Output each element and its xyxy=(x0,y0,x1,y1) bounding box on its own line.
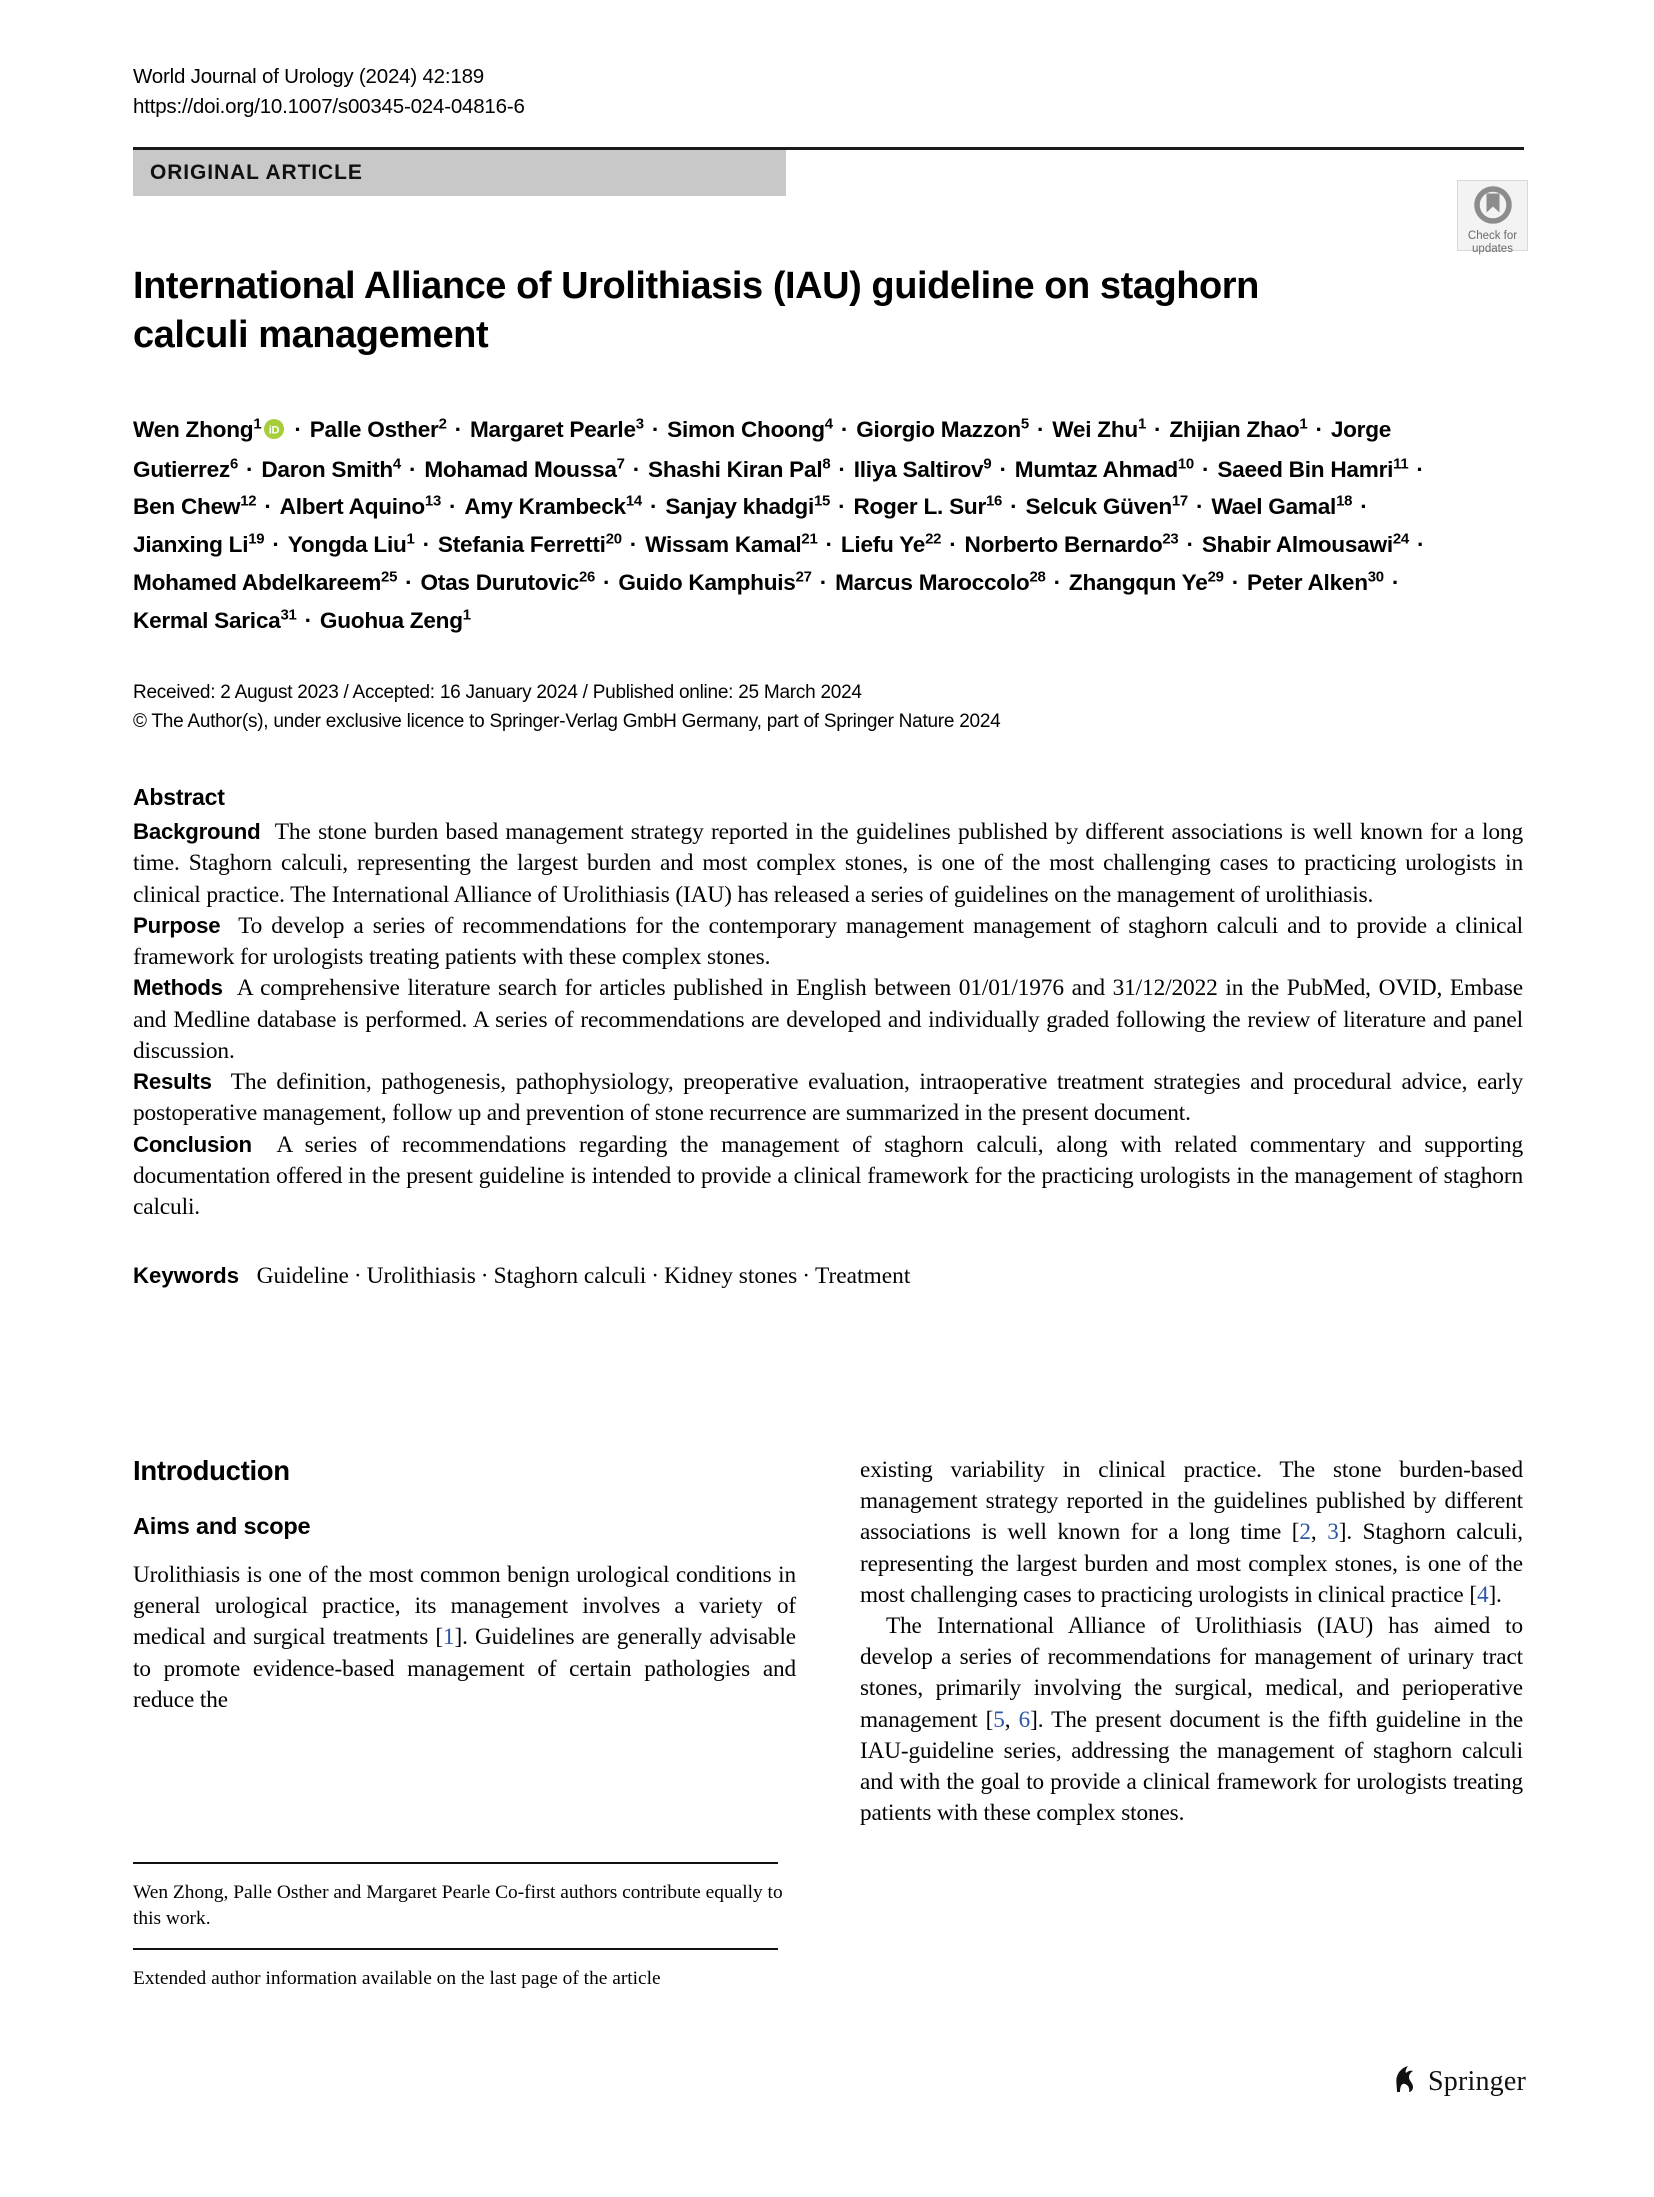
author-separator: · xyxy=(643,494,664,520)
author-name: Sanjay khadgi xyxy=(665,494,814,520)
author-separator: · xyxy=(416,532,436,558)
author-separator: · xyxy=(1309,416,1329,442)
author-separator: · xyxy=(266,532,286,558)
author-affiliation-marker: 4 xyxy=(392,456,401,473)
author-name: Wissam Kamal xyxy=(645,532,802,558)
abstract-run-in-heading: Background xyxy=(133,819,261,845)
author-separator: · xyxy=(943,532,963,558)
author-separator: · xyxy=(993,456,1013,482)
author-separator: · xyxy=(288,416,308,442)
author-affiliation-marker: 27 xyxy=(795,569,812,586)
author-separator: · xyxy=(402,456,423,482)
keyword-item[interactable]: Treatment xyxy=(815,1263,911,1290)
rp2-text-part-1: The International Alliance of Urolithiasis (IAU) has aimed to develop a series of recommendations for management of urinary tract stones, primarily involving the surgical, medical, and perioperative management [ xyxy=(860,1613,1523,1733)
keyword-item[interactable]: Staghorn calculi xyxy=(493,1263,647,1290)
author-separator: · xyxy=(1004,494,1024,520)
citation-link-5[interactable]: 5 xyxy=(993,1706,1005,1733)
footnote-extended-author-info: Extended author information available on the last page of the article xyxy=(133,1967,661,1989)
rp1-text-part-1: existing variability in clinical practice. The stone burden-based management strategy reported in the guidelines published by different associations is well known for a long time [ xyxy=(860,1457,1523,1546)
keyword-item[interactable]: Guideline xyxy=(244,1263,349,1290)
springer-logo xyxy=(1392,2064,1526,2099)
author-separator: · xyxy=(1410,532,1425,558)
footnotes xyxy=(133,1862,796,1991)
author-affiliation-marker: 15 xyxy=(814,493,831,510)
author-name: Mohamed Abdelkareem xyxy=(133,569,382,595)
author-affiliation-marker: 2 xyxy=(438,416,447,433)
author-separator: · xyxy=(832,456,852,482)
author-name: Otas Durutovic xyxy=(420,569,579,595)
author-name: Yongda Liu xyxy=(287,532,407,558)
author-name: Margaret Pearle xyxy=(469,416,636,442)
author-separator: · xyxy=(1148,416,1168,442)
check-for-updates-label xyxy=(1468,230,1517,255)
abstract-paragraph-text: A series of recommendations regarding the management of staghorn calculi, along with related commentary and supporting documentation offered in the present guideline is intended to provide a clinical framework for the practicing urologists in the management of staghorn calculi. xyxy=(133,1131,1523,1221)
author-affiliation-marker: 17 xyxy=(1171,493,1188,510)
author-separator: · xyxy=(1030,416,1051,442)
section-heading-introduction: Introduction xyxy=(133,1455,290,1486)
keywords-label: Keywords xyxy=(133,1263,240,1289)
author-name: Kermal Sarica xyxy=(133,607,281,633)
doi-link[interactable]: https://doi.org/10.1007/s00345-024-04816-6 xyxy=(133,94,525,118)
author-affiliation-marker: 8 xyxy=(822,456,831,473)
rp2-cite-sep-1: , xyxy=(1004,1706,1019,1733)
citation-link-3[interactable]: 3 xyxy=(1327,1519,1339,1546)
journal-citation-line: World Journal of Urology (2024) 42:189 xyxy=(133,65,484,88)
publication-dates xyxy=(133,679,1524,736)
check-for-updates-bookmark-icon xyxy=(1474,186,1512,229)
author-affiliation-marker: 26 xyxy=(578,569,596,586)
abstract-paragraph-purpose xyxy=(133,911,1523,973)
author-name: Roger L. Sur xyxy=(853,494,987,520)
rp1-text-part-2: ]. Staghorn calculi, representing the largest burden and most complex stones, is one of the most challenging cases to practicing urologists in clinical practice [ xyxy=(860,1519,1523,1608)
author-separator: · xyxy=(832,494,852,520)
author-affiliation-marker: 9 xyxy=(983,456,992,473)
author-separator: · xyxy=(834,416,855,442)
author-name: Guohua Zeng xyxy=(319,607,463,633)
received-accepted-published-line: Received: 2 August 2023 / Accepted: 16 January 2024 / Published online: 25 March 2024 xyxy=(133,682,862,704)
author-affiliation-marker: 22 xyxy=(925,531,942,548)
author-affiliation-marker: 30 xyxy=(1367,569,1384,586)
author-affiliation-marker: 20 xyxy=(605,531,622,548)
author-affiliation-marker: 11 xyxy=(1393,456,1409,473)
right-paragraph-2 xyxy=(860,1611,1523,1829)
rp1-text-part-3: ]. xyxy=(1488,1581,1502,1608)
keyword-item[interactable]: Urolithiasis xyxy=(366,1263,476,1290)
abstract-section xyxy=(133,784,1523,1291)
abstract-run-in-heading: Conclusion xyxy=(133,1131,252,1157)
author-name: Shabir Almousawi xyxy=(1201,532,1393,558)
author-affiliation-marker: 23 xyxy=(1162,531,1179,548)
author-name: Daron Smith xyxy=(261,456,393,482)
author-affiliation-marker: 3 xyxy=(635,416,644,433)
author-name: Jorge Gutierrez xyxy=(133,416,1392,482)
author-affiliation-marker: 18 xyxy=(1336,493,1353,510)
journal-header xyxy=(133,62,1524,121)
springer-horse-icon xyxy=(1392,2064,1419,2099)
author-name: Marcus Maroccolo xyxy=(835,569,1030,595)
abstract-paragraph-background xyxy=(133,817,1523,911)
author-separator: · xyxy=(258,494,278,520)
abstract-paragraph-text: To develop a series of recommendations for the contemporary management management of staghorn calculi and to provide a clinical framework for urologists treating patients with these complex stones. xyxy=(133,912,1523,971)
author-name: Wael Gamal xyxy=(1211,494,1337,520)
footnote-divider-top xyxy=(133,1862,778,1864)
right-column xyxy=(860,1455,1523,2025)
author-name: Wen Zhong xyxy=(133,416,254,442)
author-separator: · xyxy=(1195,456,1216,482)
abstract-paragraph-text: The stone burden based management strategy reported in the guidelines published by different associations is well known for a long time. Staghorn calculi, representing the largest burden and most complex stones, is one of the most challenging cases to practicing urologists in clinical practice. The International Alliance of Urolithiasis (IAU) has released a series of guidelines on the management of urolithiasis. xyxy=(133,819,1523,908)
author-separator: · xyxy=(623,532,644,558)
intro-text-part-1: Urolithiasis is one of the most common benign urological conditions in general urological practice, its management involves a variety of medical and surgical treatments [ xyxy=(133,1562,796,1651)
springer-wordmark: Springer xyxy=(1427,2065,1526,2097)
abstract-heading: Abstract xyxy=(133,784,225,811)
keyword-separator: · xyxy=(802,1263,811,1290)
intro-paragraph xyxy=(133,1560,796,1716)
author-name: Selcuk Güven xyxy=(1025,494,1172,520)
author-name: Guido Kamphuis xyxy=(618,569,796,595)
author-name: Ben Chew xyxy=(133,494,241,520)
author-separator: · xyxy=(1225,569,1246,595)
rp2-text-part-2: ]. The present document is the fifth guideline in the IAU-guideline series, addressing the management of staghorn calculi and with the goal to provide a clinical framework for urologists treating patients with these complex stones. xyxy=(860,1706,1524,1827)
author-separator: · xyxy=(1047,569,1067,595)
keyword-separator: · xyxy=(651,1263,660,1290)
author-name: Zhangqun Ye xyxy=(1068,569,1208,595)
author-affiliation-marker: 12 xyxy=(240,493,257,510)
author-affiliation-marker: 10 xyxy=(1177,456,1194,473)
article-type-label: ORIGINAL ARTICLE xyxy=(133,150,786,196)
keywords-values xyxy=(245,1263,910,1289)
author-affiliation-marker: 1 xyxy=(462,607,471,623)
subsection-heading-aims-and-scope: Aims and scope xyxy=(133,1513,311,1539)
author-affiliation-marker: 7 xyxy=(616,456,625,473)
author-affiliation-marker: 1 xyxy=(406,531,415,548)
author-separator: · xyxy=(1385,569,1400,595)
author-name: Norberto Bernardo xyxy=(964,532,1163,558)
author-separator: · xyxy=(626,456,647,482)
author-name: Peter Alken xyxy=(1247,569,1368,595)
author-name: Albert Aquino xyxy=(279,494,425,520)
author-affiliation-marker: 1 xyxy=(1299,416,1308,433)
abstract-paragraph-methods xyxy=(133,973,1523,1067)
author-separator: · xyxy=(645,416,666,442)
author-affiliation-marker: 24 xyxy=(1392,531,1409,548)
author-name: Stefania Ferretti xyxy=(437,532,606,558)
author-name: Amy Krambeck xyxy=(464,494,626,520)
abstract-run-in-heading: Methods xyxy=(133,975,223,1001)
footnote-co-first-authors: Wen Zhong, Palle Osther and Margaret Pearle Co-first authors contribute equally to this work. xyxy=(133,1882,783,1929)
author-separator: · xyxy=(1410,456,1424,482)
abstract-run-in-heading: Results xyxy=(133,1069,212,1095)
citation-link-1[interactable]: 1 xyxy=(442,1624,455,1651)
citation-link-6[interactable]: 6 xyxy=(1018,1706,1031,1733)
author-separator: · xyxy=(813,569,834,595)
author-name: Mohamad Moussa xyxy=(424,456,617,482)
author-separator: · xyxy=(399,569,419,595)
author-affiliation-marker: 29 xyxy=(1207,569,1224,586)
check-for-updates-badge[interactable] xyxy=(1457,180,1528,255)
author-affiliation-marker: 13 xyxy=(424,493,442,510)
author-name: Giorgio Mazzon xyxy=(856,416,1021,442)
author-separator: · xyxy=(597,569,617,595)
abstract-run-in-heading: Purpose xyxy=(133,912,221,938)
article-type-banner-row xyxy=(133,147,1524,255)
author-affiliation-marker: 1 xyxy=(253,416,262,433)
right-paragraph-1 xyxy=(860,1455,1523,1611)
author-name: Wei Zhu xyxy=(1052,416,1138,442)
author-name: Palle Osther xyxy=(309,416,439,442)
abstract-paragraph-text: The definition, pathogenesis, pathophysiology, preoperative evaluation, intraoperative treatment strategies and procedural advice, early postoperative management, follow up and prevention of stone recurrence are summarized in the present document. xyxy=(133,1069,1523,1127)
author-affiliation-marker: 6 xyxy=(229,456,238,473)
author-separator: · xyxy=(1354,494,1368,520)
author-affiliation-marker: 4 xyxy=(824,416,833,433)
abstract-paragraph-conclusion xyxy=(133,1130,1523,1224)
author-name: Simon Choong xyxy=(667,416,825,442)
author-separator: · xyxy=(240,456,260,482)
author-separator: · xyxy=(443,494,463,520)
author-separator: · xyxy=(1180,532,1200,558)
keyword-separator: · xyxy=(480,1263,489,1290)
author-name: Liefu Ye xyxy=(840,532,926,558)
badge-line-2: updates xyxy=(1472,242,1513,255)
svg-text:iD: iD xyxy=(269,424,280,437)
author-separator: · xyxy=(819,532,839,558)
author-affiliation-marker: 28 xyxy=(1029,569,1046,586)
author-affiliation-marker: 31 xyxy=(280,607,297,623)
author-name: Jianxing Li xyxy=(133,532,249,558)
author-affiliation-marker: 16 xyxy=(986,493,1003,510)
keyword-item[interactable]: Kidney stones xyxy=(664,1263,798,1290)
author-name: Saeed Bin Hamri xyxy=(1217,456,1394,482)
rp1-cite-sep-1: , xyxy=(1310,1519,1328,1546)
author-separator: · xyxy=(1189,494,1210,520)
author-list xyxy=(133,411,1443,639)
author-affiliation-marker: 21 xyxy=(801,531,818,548)
author-affiliation-marker: 5 xyxy=(1020,416,1029,433)
author-affiliation-marker: 19 xyxy=(248,531,265,548)
copyright-line: © The Author(s), under exclusive licence to Springer-Verlag GmbH Germany, part of Springer Nature 2024 xyxy=(133,710,1001,732)
citation-link-2[interactable]: 2 xyxy=(1299,1519,1311,1546)
footnote-divider-bottom xyxy=(133,1948,778,1950)
author-affiliation-marker: 14 xyxy=(625,493,642,510)
author-name: Zhijian Zhao xyxy=(1169,416,1300,442)
keywords-line xyxy=(133,1261,1523,1291)
author-name: Iliya Saltirov xyxy=(853,456,984,482)
badge-line-1: Check for xyxy=(1467,230,1518,243)
abstract-paragraph-text: A comprehensive literature search for articles published in English between 01/01/1976 and 31/12/2022 in the PubMed, OVID, Embase and Medline database is performed. A series of recommendations are developed and individually graded following the review of literature and panel discussion. xyxy=(133,975,1523,1064)
page-title: International Alliance of Urolithiasis (IAU) guideline on staghorn calculi management xyxy=(133,265,1259,356)
citation-link-4[interactable]: 4 xyxy=(1476,1581,1489,1608)
author-separator: · xyxy=(298,607,318,633)
intro-text-part-2: ]. Guidelines are generally advisable to promote evidence-based management of certain pathologies and reduce the xyxy=(133,1624,796,1713)
author-affiliation-marker: 25 xyxy=(381,569,398,586)
author-name: Shashi Kiran Pal xyxy=(648,456,823,482)
abstract-body xyxy=(133,817,1523,1223)
author-affiliation-marker: 1 xyxy=(1137,416,1147,433)
author-separator: · xyxy=(448,416,468,442)
keyword-separator: · xyxy=(353,1263,362,1290)
orcid-icon[interactable] xyxy=(264,413,284,451)
abstract-paragraph-results xyxy=(133,1067,1523,1129)
author-name: Mumtaz Ahmad xyxy=(1014,456,1178,482)
